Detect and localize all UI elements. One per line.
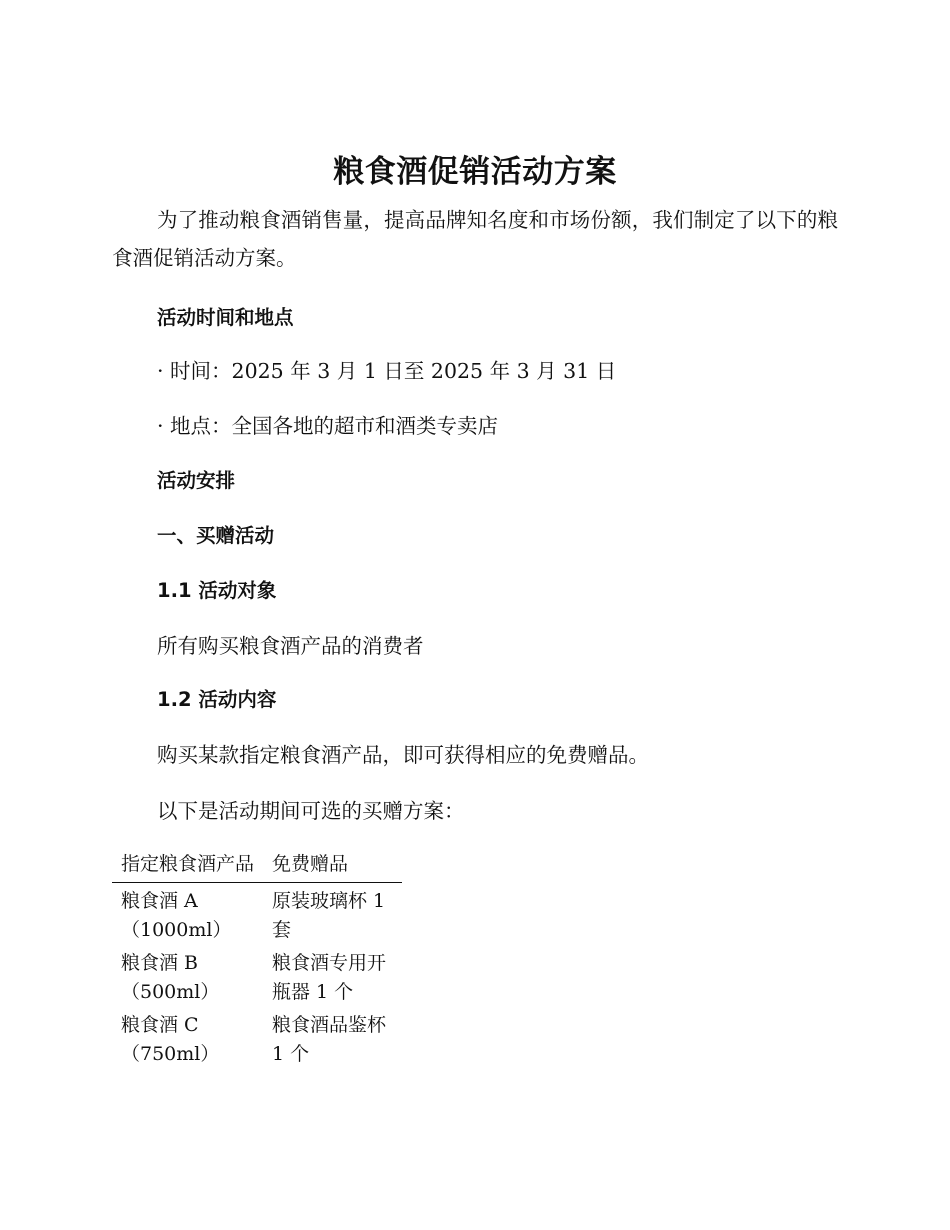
subheading-target: 1.1 活动对象 [157,579,277,602]
subheading-buy-gift: 一、买赠活动 [157,524,275,547]
table-row [112,883,402,950]
section-heading-time-place: 活动时间和地点 [157,306,294,329]
table-header-gift: 免费赠品 [263,850,402,883]
table-row [112,949,402,1011]
bullet-place: · 地点：全国各地的超市和酒类专卖店 [157,411,498,441]
target-text: 所有购买粮食酒产品的消费者 [157,634,424,658]
table-cell-product: 粮食酒 A（1000ml） [121,890,232,941]
section-heading-arrangement: 活动安排 [157,469,236,492]
content-text: 购买某款指定粮食酒产品，即可获得相应的免费赠品。 [157,743,649,767]
table-cell-gift: 粮食酒品鉴杯 1 个 [272,1014,387,1065]
table-cell-product: 粮食酒 C（750ml） [121,1014,220,1065]
table-cell-gift: 粮食酒专用开瓶器 1 个 [272,952,387,1003]
bullet-time: · 时间：2025 年 3 月 1 日至 2025 年 3 月 31 日 [157,356,616,386]
table-cell-product: 粮食酒 B（500ml） [121,952,220,1003]
table-header-row [112,850,402,883]
intro-paragraph: 为了推动粮食酒销售量，提高品牌知名度和市场份额，我们制定了以下的粮食酒促销活动方案。 [112,208,838,270]
gift-table [112,850,402,1073]
options-text: 以下是活动期间可选的买赠方案： [157,799,465,823]
document-title: 粮食酒促销活动方案 [333,154,617,190]
table-row [112,1011,402,1073]
table-cell-gift: 原装玻璃杯 1 套 [272,890,386,941]
table-header-product: 指定粮食酒产品 [112,850,263,883]
subheading-content: 1.2 活动内容 [157,688,277,711]
